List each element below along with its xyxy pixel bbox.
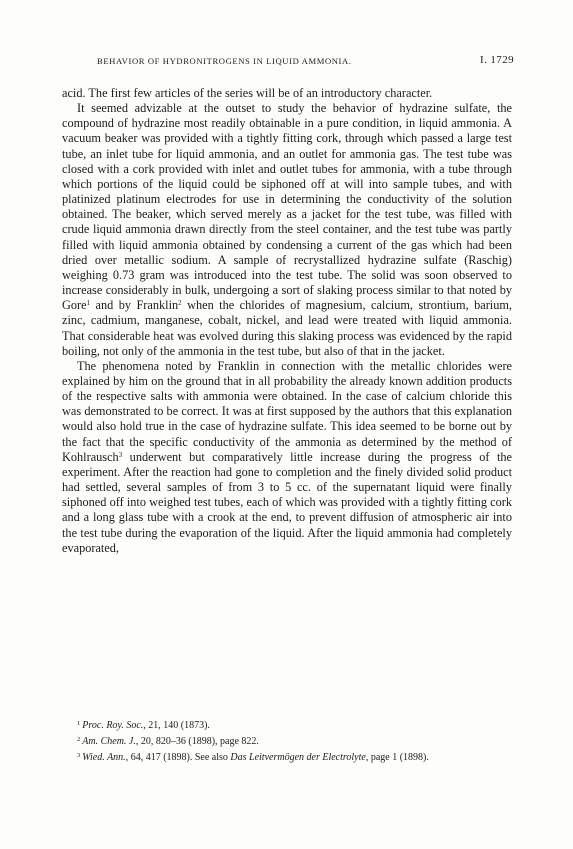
- page-number: I. 1729: [480, 54, 514, 66]
- footnote-source: Das Leitvermögen der Electrolyte: [230, 752, 366, 763]
- footnote-ref: 3: [118, 450, 123, 459]
- paragraph-text: The phenomena noted by Franklin in connection with the metallic chlorides were explained by him on the ground that in all probability the already known addition products of the respective salts with ammonia were obtained. In the case of calcium chloride this was demonstrated to be correct. It was at first supposed by the authors that this explanation would also hold true in the case of hydrazine sulfate. This idea seemed to be borne out by the fact that the specific conductivity of the ammonia as determined by the method of Kohlrausch: [62, 358, 512, 464]
- footnote-ref: 1: [86, 299, 91, 308]
- footnote-citation: , page 1 (1898).: [365, 752, 429, 763]
- footnote-source: Am. Chem. J.: [82, 736, 136, 747]
- footnote-mark: 1: [77, 720, 81, 727]
- footnote-citation: , 21, 140 (1873).: [143, 720, 210, 731]
- footnote-citation: , 64, 417 (1898). See also: [125, 752, 231, 763]
- running-header: [62, 54, 514, 70]
- article-body: [62, 86, 512, 556]
- paragraph-text: and by Franklin: [90, 298, 179, 313]
- paragraph-hydrazine-sulfate: [62, 101, 512, 359]
- footnotes: [62, 717, 512, 765]
- footnote-source: Wied. Ann.: [82, 752, 126, 763]
- footnote-mark: 3: [77, 752, 81, 759]
- footnote-1: [62, 717, 512, 733]
- footnote-3: [62, 749, 512, 765]
- paragraph-continued: acid. The first few articles of the series will be of an introductory character.: [62, 86, 433, 100]
- paragraph-phenomena: [62, 359, 512, 556]
- footnote-source: Proc. Roy. Soc.: [82, 720, 144, 731]
- footnote-ref: 2: [178, 299, 182, 308]
- footnote-2: [62, 733, 512, 749]
- footnote-mark: 2: [77, 736, 81, 743]
- paragraph-text: It seemed advizable at the outset to study the behavior of hydrazine sulfate, the compound of hydrazine most readily obtainable in a pure condition, in liquid ammonia. A vacuum beaker was provided with a tightly fitting cork, through which passed a large test tube, an inlet tube for liquid ammonia, and an outlet for ammonia gas. The test tube was closed with a cork provided with inlet and outlet tubes for ammonia, with a tube through which portions of the liquid could be siphoned off at will into sample tubes, and with platinized platinum electrodes for use in determining the conductivity of the solution obtained. The beaker, which served merely as a jacket for the test tube, was filled with crude liquid ammonia drawn directly from the steel container, and the test tube was partly filled with liquid ammonia obtained by condensing a current of the gas which had been dried over metallic sodium. A sample of recrystallized hydrazine sulfate (Raschig) weighing 0.73 gram was introduced into the test tube. The solid was soon observed to increase considerably in bulk, undergoing a sort of slaking process similar to that noted by Gore: [62, 101, 512, 313]
- running-title: BEHAVIOR OF HYDRONITROGENS IN LIQUID AMMONIA.: [97, 56, 352, 66]
- footnote-citation: , 20, 820–36 (1898), page 822.: [135, 736, 259, 747]
- paragraph-text: when the chlorides of magnesium, calcium, strontium, barium, zinc, cadmium, manganese, cobalt, nickel, and lead were treated with liquid ammonia. That considerable heat was evolved during this slaking process was evidenced by the rapid boiling, not only of the ammonia in the test tube, but also of that in the jacket.: [62, 298, 513, 358]
- paragraph-text: underwent but comparatively little increase during the progress of the experiment. After the reaction had gone to completion and the finely divided solid product had settled, several samples of from 3 to 5 cc. of the supernatant liquid were finally siphoned off into weighed test tubes, each of which was provided with a tightly fitting cork and a long glass tube with a crook at the end, to prevent diffusion of atmospheric air into the test tube during the evaporation of the liquid. After the liquid ammonia had completely evaporated,: [62, 449, 512, 555]
